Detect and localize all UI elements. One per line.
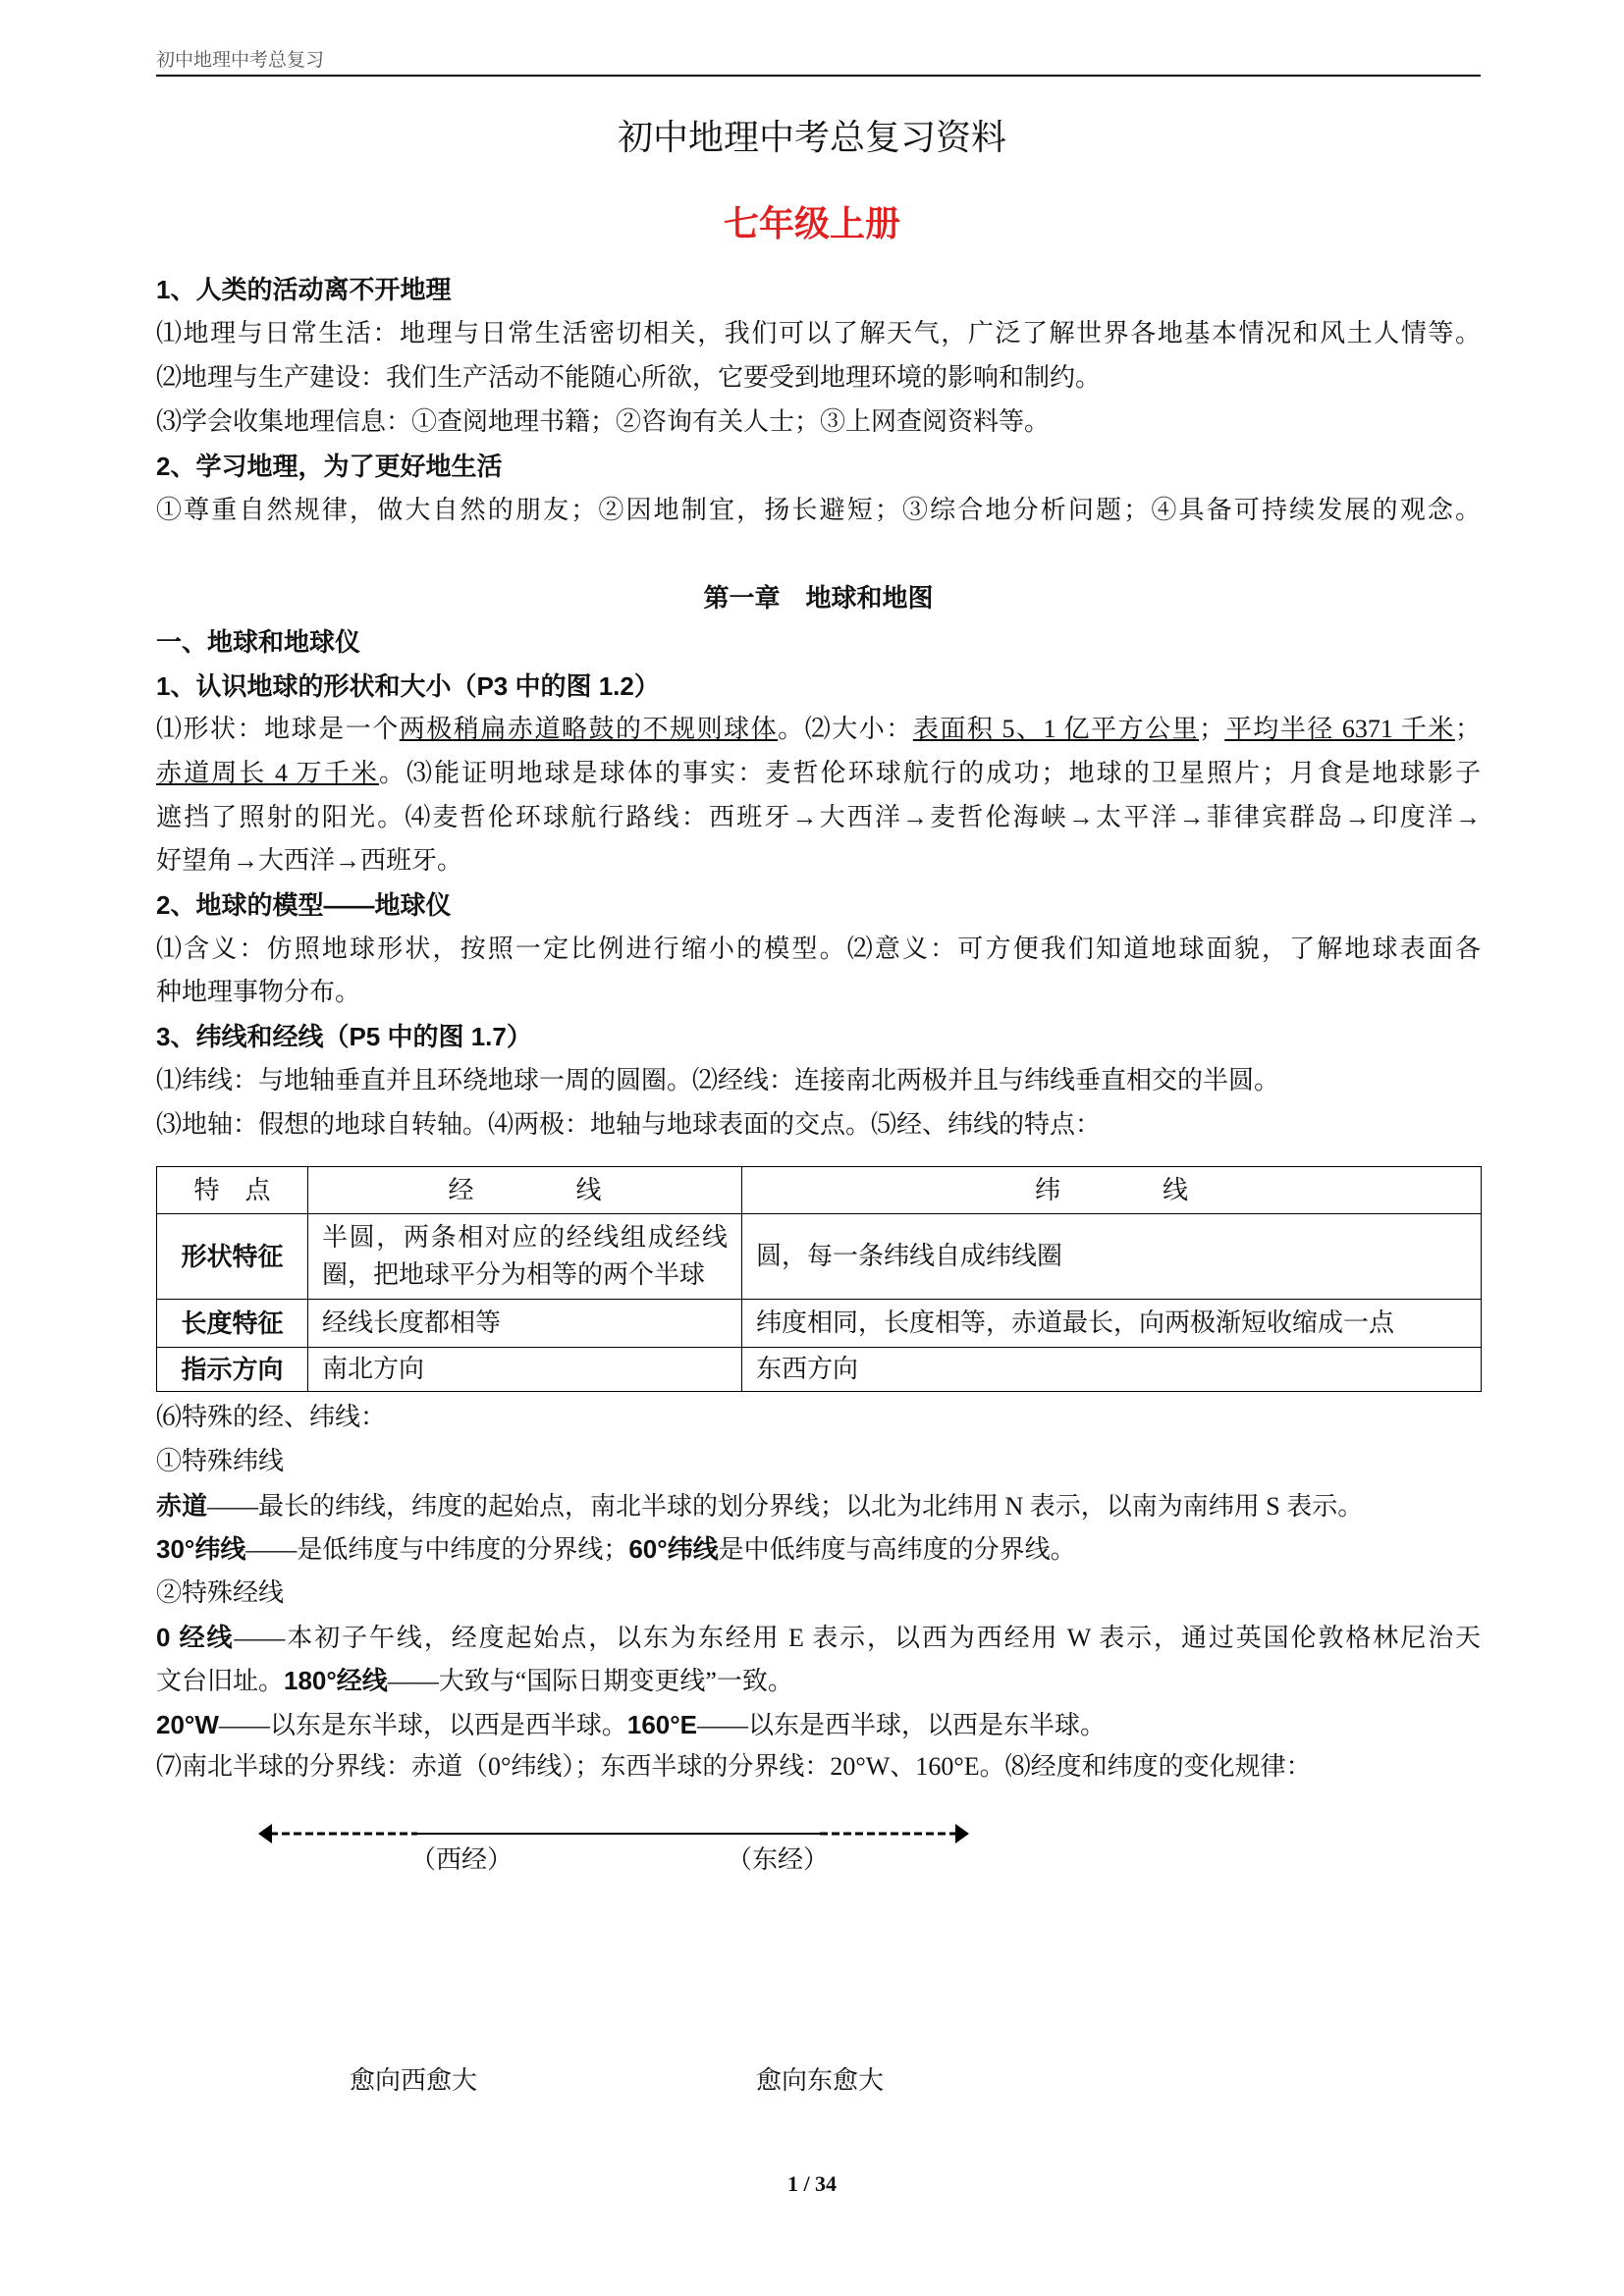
west-rule-label: 愈向西愈大 (350, 2066, 478, 2095)
text-line (156, 801, 1481, 834)
text-line (156, 581, 1481, 614)
text-segment: 。⑶能证明地球是球体的事实：麦哲伦环球航行的成功；地球的卫星照片；月食是地球影子 (378, 759, 1481, 787)
text-line (156, 625, 1481, 659)
text-segment: 文台旧址。 (156, 1667, 285, 1695)
text-line (156, 1401, 1481, 1434)
running-header: 初中地理中考总复习 (156, 50, 325, 71)
bold-term: 30°纬线 (156, 1534, 246, 1564)
bold-term: 60°纬线 (628, 1534, 719, 1564)
text-line (156, 1020, 1481, 1053)
text-segment: ——本初子午线，经度起始点，以东为东经用 E 表示，以西为西经用 W 表示，通过英国伦敦格林尼治天 (234, 1624, 1481, 1652)
text-line (156, 1532, 1481, 1567)
text-segment: 3、纬线和经线（P5 中的图 1.7） (156, 1022, 532, 1051)
meridian-cell: 南北方向 (308, 1348, 742, 1392)
meridian-cell: 经线长度都相等 (308, 1300, 742, 1348)
text-line (156, 317, 1481, 350)
text-segment: 。⑵大小： (778, 715, 913, 743)
table-header: 经 线 (308, 1167, 742, 1214)
text-line (156, 933, 1481, 966)
text-line (156, 1108, 1481, 1142)
text-segment: ①特殊纬线 (156, 1447, 285, 1475)
text-line (156, 361, 1481, 395)
table-header-row (157, 1167, 1482, 1214)
text-line (156, 405, 1481, 439)
text-segment: 遮挡了照射的阳光。⑷麦哲伦环球航行路线：西班牙→大西洋→麦哲伦海峡→太平洋→菲律宾群岛→印度洋→ (156, 803, 1481, 831)
text-line (156, 669, 1481, 703)
text-segment: 好望角→大西洋→西班牙。 (156, 846, 463, 875)
text-segment: ⑴含义：仿照地球形状，按照一定比例进行缩小的模型。⑵意义：可方便我们知道地球面貌，了解地球表面各 (156, 934, 1481, 963)
page-number: 1 / 34 (786, 2171, 838, 2196)
bold-term: 20°W (156, 1710, 219, 1739)
text-segment: ； (1199, 715, 1225, 743)
text-segment: ⑵地理与生产建设：我们生产活动不能随心所欲，它要受到地理环境的影响和制约。 (156, 363, 1102, 392)
text-line (156, 844, 1481, 878)
bold-term: 赤道 (156, 1491, 208, 1521)
text-segment: ⑺南北半球的分界线：赤道（0°纬线）；东西半球的分界线：20°W、160°E。⑻经度和纬度的变化规律： (156, 1752, 1312, 1781)
text-line (156, 888, 1481, 922)
east-rule-label: 愈向东愈大 (756, 2066, 885, 2095)
text-line (156, 1750, 1481, 1784)
text-segment: ①尊重自然规律，做大自然的朋友；②因地制宜，扬长避短；③综合地分析问题；④具备可持续发展的观念。 (156, 496, 1481, 524)
text-segment: 是中低纬度与高纬度的分界线。 (718, 1535, 1076, 1564)
text-line (156, 757, 1481, 790)
row-key: 形状特征 (157, 1214, 308, 1300)
table-row (157, 1300, 1482, 1348)
table-row (157, 1214, 1482, 1300)
arrow-right-icon (955, 1824, 969, 1843)
text-segment: 种地理事物分布。 (156, 978, 361, 1006)
west-longitude-label: （西经） (410, 1845, 514, 1874)
row-key: 长度特征 (157, 1300, 308, 1348)
text-segment: 2、学习地理，为了更好地生活 (156, 452, 503, 481)
underlined-text: 表面积 5、1 亿平方公里 (912, 715, 1200, 743)
text-segment: ——以东是西半球，以西是东半球。 (697, 1711, 1107, 1739)
text-line (156, 1708, 1481, 1742)
text-segment: ⑶学会收集地理信息：①查阅地理书籍；②咨询有关人士；③上网查阅资料等。 (156, 407, 1051, 436)
text-segment: ⑶地轴：假想的地球自转轴。⑷两极：地轴与地球表面的交点。⑸经、纬线的特点： (156, 1110, 1102, 1139)
text-segment: ⑴地理与日常生活：地理与日常生活密切相关，我们可以了解天气，广泛了解世界各地基本情况和风土人情等。 (156, 319, 1481, 347)
meridian-parallel-table (156, 1166, 1482, 1392)
text-segment: ⑴纬线：与地轴垂直并且环绕地球一周的圆圈。⑵经线：连接南北两极并且与纬线垂直相交的半圆。 (156, 1066, 1280, 1095)
text-segment: ——是低纬度与中纬度的分界线； (245, 1535, 629, 1564)
text-line (156, 1664, 1481, 1698)
section-subtitle: 七年级上册 (723, 203, 900, 243)
text-segment: ⑹特殊的经、纬线： (156, 1403, 387, 1431)
text-segment: 一、地球和地球仪 (156, 627, 361, 657)
text-line (156, 1064, 1481, 1097)
page-title: 初中地理中考总复习资料 (617, 117, 1006, 157)
text-line (156, 976, 1481, 1009)
text-line (156, 494, 1481, 527)
meridian-cell: 半圆，两条相对应的经线组成经线圈，把地球平分为相等的两个半球 (308, 1214, 742, 1300)
row-key: 指示方向 (157, 1348, 308, 1392)
arrow-left-icon (258, 1824, 272, 1843)
bold-term: 0 经线 (156, 1623, 235, 1652)
text-line (156, 1445, 1481, 1478)
text-segment: 第一章 地球和地图 (703, 583, 934, 613)
table-header: 纬 线 (742, 1167, 1482, 1214)
underlined-text: 赤道周长 4 万千米 (156, 759, 379, 787)
parallel-cell: 东西方向 (742, 1348, 1482, 1392)
table-header: 特 点 (157, 1167, 308, 1214)
longitude-arrow-diagram (250, 1818, 977, 1851)
bold-term: 160°E (626, 1710, 697, 1739)
text-segment: ②特殊经线 (156, 1578, 285, 1607)
table-row (157, 1348, 1482, 1392)
text-segment: ——最长的纬线，纬度的起始点，南北半球的划分界线；以北为北纬用 N 表示，以南为南纬用 S 表示。 (207, 1492, 1364, 1521)
text-line (156, 273, 1481, 306)
east-longitude-label: （东经） (727, 1845, 830, 1874)
text-line (156, 450, 1481, 483)
text-segment: ——大致与“国际日期变更线”一致。 (387, 1667, 793, 1695)
text-segment: 1、认识地球的形状和大小（P3 中的图 1.2） (156, 671, 660, 701)
text-segment: ——以东是东半球，以西是西半球。 (218, 1711, 627, 1739)
text-segment: 2、地球的模型——地球仪 (156, 890, 452, 920)
text-segment: ； (1454, 715, 1481, 743)
text-line (156, 713, 1481, 746)
parallel-cell: 纬度相同，长度相等，赤道最长，向两极渐短收缩成一点 (742, 1300, 1482, 1348)
text-line (156, 1621, 1481, 1655)
underlined-text: 两极稍扁赤道略鼓的不规则球体 (399, 715, 779, 743)
parallel-cell: 圆，每一条纬线自成纬线圈 (742, 1214, 1482, 1300)
header-divider (156, 75, 1481, 77)
underlined-text: 平均半径 6371 千米 (1224, 715, 1455, 743)
text-line (156, 1489, 1481, 1523)
text-segment: ⑴形状：地球是一个 (156, 715, 400, 743)
text-line (156, 1576, 1481, 1610)
bold-term: 180°经线 (284, 1666, 388, 1695)
text-segment: 1、人类的活动离不开地理 (156, 275, 452, 304)
